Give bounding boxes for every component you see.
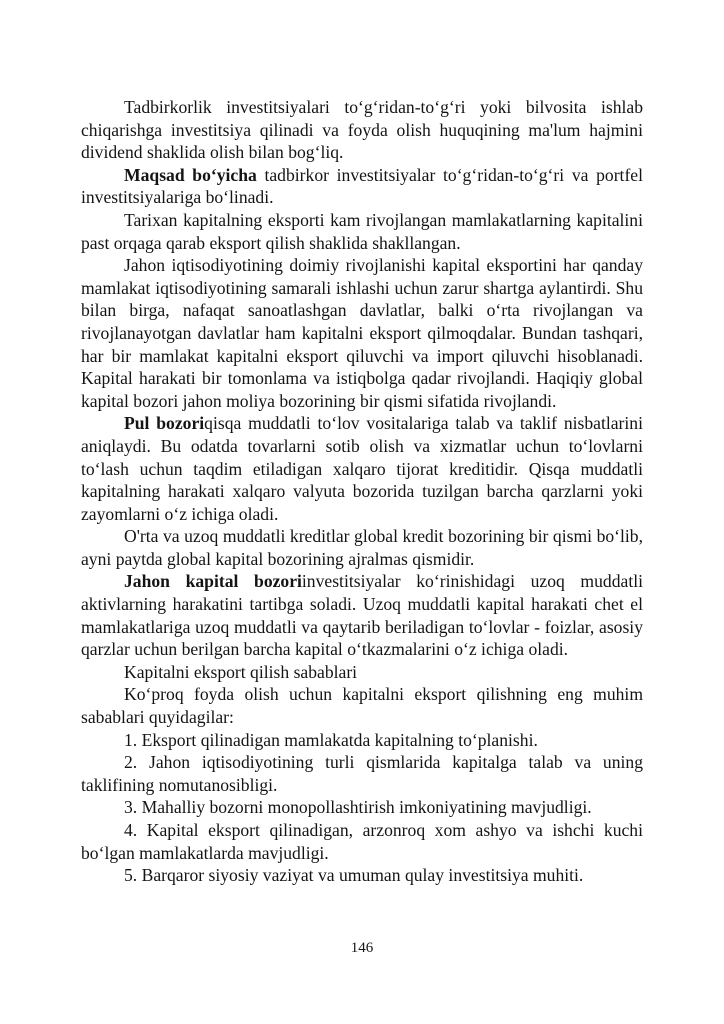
section-heading-export-reasons: Kapitalni eksport qilish sabablari: [124, 661, 358, 682]
term-money-market: Pul bozori: [124, 413, 205, 434]
list-item-reason-3: 3. Mahalliy bozorni monopollashtirish imkoniyatining mavjudligi.: [124, 797, 592, 818]
page-body: [81, 96, 643, 887]
page-number: 146: [350, 940, 374, 956]
list-item-reason-1: 1. Eksport qilinadigan mamlakatda kapitalning to‘planishi.: [124, 729, 538, 750]
term-capital-market: Jahon kapital bozori: [124, 571, 302, 592]
paragraph-historical: Tarixan kapitalning eksporti kam rivojlangan mamlakatlarning kapitalini past orqaga qarab eksport qilish shaklida shakllangan.: [81, 209, 643, 253]
paragraph-by-purpose: Maqsad bo‘yicha tadbirkor investitsiyalar to‘g‘ridan-to‘g‘ri va portfel investitsiyalariga bo‘linadi.: [81, 164, 644, 208]
list-item-reason-4: 4. Kapital eksport qilinadigan, arzonroq xom ashyo va ishchi kuchi bo‘lgan mamlakatlarda mavjudligi.: [81, 820, 643, 863]
paragraph-investments-intro: Tadbirkorlik investitsiyalari to‘g‘ridan-to‘g‘ri yoki bilvosita ishlab chiqarishga investitsiya qilinadi va foyda olish huquqining ma'lum hajmini dividend shaklida olish bilan bog‘liq.: [81, 97, 643, 163]
paragraph-capital-market: Jahon kapital bozoriinvestitsiyalar ko‘rinishidagi uzoq muddatli aktivlarning harakatini tartibga soladi. Uzoq muddatli kapital harakati chet el mamlakatlariga uzoq muddatli va qaytarib beriladigan to‘lovlar - foizlar, asosiy qarzlar uchun berilgan barcha kapital o‘tkazmalarini o‘z ichiga oladi.: [81, 571, 643, 660]
list-item-reason-5: 5. Barqaror siyosiy vaziyat va umuman qulay investitsiya muhiti.: [124, 865, 584, 886]
paragraph-reasons-intro: Ko‘proq foyda olish uchun kapitalni eksport qilishning eng muhim sabablari quyidagilar:: [81, 684, 643, 728]
term-by-purpose: Maqsad bo‘yicha: [124, 164, 257, 185]
paragraph-money-market: Pul bozoriqisqa muddatli to‘lov vositalariga talab va taklif nisbatlarini aniqlaydi. Bu odatda tovarlarni sotib olish va xizmatlar uchun to‘lovlarni to‘lash uchun taqdim etiladigan xalqaro tijorat kreditidir. Qisqa muddatli kapitalning harakati xalqaro valyuta bozorida tuzilgan barcha qarzlarni yoki zayomlarni o‘z ichiga oladi.: [81, 413, 643, 524]
paragraph-world-economy: Jahon iqtisodiyotining doimiy rivojlanishi kapital eksportini har qanday mamlakat iqtisodiyotining samarali ishlashi uchun zarur shartga aylantirdi. Shu bilan birga, nafaqat sanoatlashgan davlatlar, balki o‘rta rivojlangan va rivojlanayotgan davlatlar ham kapitalni eksport qilmoqdalar. Bundan tashqari, har bir mamlakat kapitalni eksport qiluvchi va import qiluvchi hisoblanadi. Kapital harakati bir tomonlama va istiqbolga qadar rivojlandi. Haqiqiy global kapital bozori jahon moliya bozorining bir qismi sifatida rivojlandi.: [81, 255, 643, 411]
paragraph-credit-market: O'rta va uzoq muddatli kreditlar global kredit bozorining bir qismi bo‘lib, ayni paytda global kapital bozorining ajralmas qismidir.: [81, 526, 643, 569]
list-item-reason-2: 2. Jahon iqtisodiyotining turli qismlarida kapitalga talab va uning taklifining nomutanosibligi.: [81, 752, 643, 795]
